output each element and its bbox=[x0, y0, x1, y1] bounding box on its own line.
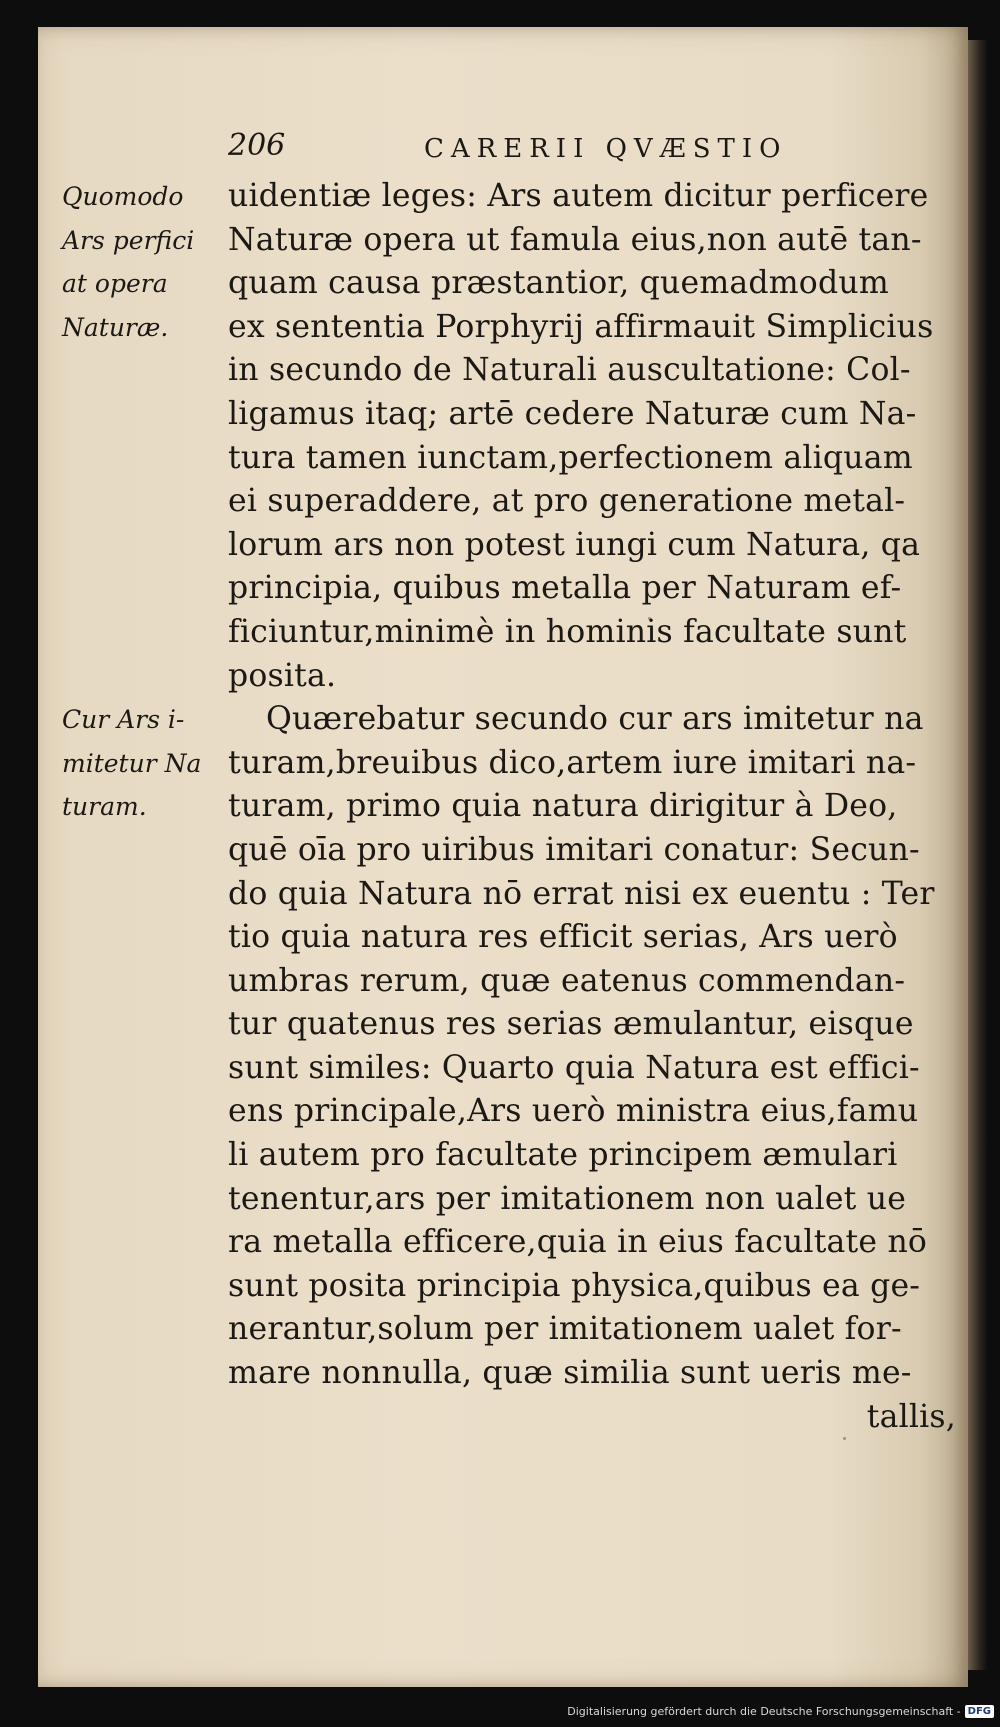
body-text bbox=[228, 175, 958, 1439]
running-head: CARERII QVÆSTIO bbox=[424, 134, 788, 164]
marginal-note-line: Ars perfici bbox=[62, 225, 195, 255]
text-line: ligamus itaq; artē cedere Naturæ cum Na- bbox=[228, 395, 917, 432]
page-edge-shadow bbox=[968, 40, 988, 1670]
text-line: quē oīa pro uiribus imitari conatur: Secun- bbox=[228, 831, 920, 868]
text-line: tur quatenus res serias æmulantur, eisque bbox=[228, 1006, 914, 1043]
catchword: tallis, bbox=[866, 1398, 956, 1435]
marginal-note-line: at opera bbox=[62, 269, 168, 299]
marginal-note-line: Naturæ. bbox=[62, 312, 169, 342]
text-line: in secundo de Naturali auscultatione: Col- bbox=[228, 352, 911, 389]
text-line: nerantur,solum per imitationem ualet for- bbox=[228, 1311, 902, 1348]
marginal-note-line: mitetur Na bbox=[62, 748, 202, 778]
text-line: quam causa præstantior, quemadmodum bbox=[228, 265, 889, 302]
text-line: Naturæ opera ut famula eius,non autē tan- bbox=[228, 221, 922, 258]
text-line: turam, primo quia natura dirigitur à Deo, bbox=[228, 788, 898, 825]
marginal-note-2 bbox=[62, 698, 224, 829]
text-line: tenentur,ars per imitationem non ualet ue bbox=[228, 1180, 907, 1217]
text-line: sunt similes: Quarto quia Natura est effici- bbox=[228, 1049, 920, 1086]
text-line: sunt posita principia physica,quibus ea ge- bbox=[228, 1267, 921, 1304]
text-line: tura tamen iunctam,perfectionem aliquam bbox=[228, 439, 913, 476]
text-line: ei superaddere, at pro generatione metal- bbox=[228, 483, 906, 520]
text-line: Quærebatur secundo cur ars imitetur na bbox=[266, 701, 924, 738]
text-line: uidentiæ leges: Ars autem dicitur perficere bbox=[228, 178, 929, 214]
text-line: ex sententia Porphyrij affirmauit Simplicius bbox=[228, 308, 934, 345]
text-line: tio quia natura res efficit serias, Ars uerò bbox=[228, 919, 898, 956]
digitization-credit bbox=[567, 1699, 994, 1723]
dfg-logo-icon: DFG bbox=[965, 1705, 994, 1718]
marginal-note-line: Cur Ars i- bbox=[62, 705, 185, 734]
text-line: turam,breuibus dico,artem iure imitari na- bbox=[228, 744, 917, 781]
marginal-note-1 bbox=[62, 175, 224, 349]
text-line: posita. bbox=[228, 657, 337, 694]
marginal-note-line: turam. bbox=[62, 792, 147, 822]
text-line: lorum ars non potest iungi cum Natura, qa bbox=[228, 526, 921, 563]
credit-text: Digitalisierung gefördert durch die Deutsche Forschungsgemeinschaft - bbox=[567, 1704, 961, 1718]
page-number: 206 bbox=[228, 128, 286, 163]
text-line: ficiuntur,minimè in hominis facultate sunt bbox=[228, 613, 907, 650]
text-line: principia, quibus metalla per Naturam ef- bbox=[228, 570, 902, 607]
marginal-note-line: Quomodo bbox=[62, 182, 184, 211]
text-line: umbras rerum, quæ eatenus commendan- bbox=[228, 962, 906, 999]
text-line: ens principale,Ars uerò ministra eius,famu bbox=[228, 1093, 919, 1130]
text-line: li autem pro facultate principem æmulari bbox=[228, 1137, 898, 1174]
text-line: ra metalla efficere,quia in eius facultate nō bbox=[228, 1224, 928, 1261]
text-line: do quia Natura nō errat nisi ex euentu : Ter bbox=[228, 875, 935, 912]
text-line: mare nonnulla, quæ similia sunt ueris me- bbox=[228, 1355, 912, 1392]
page-header bbox=[228, 128, 948, 172]
